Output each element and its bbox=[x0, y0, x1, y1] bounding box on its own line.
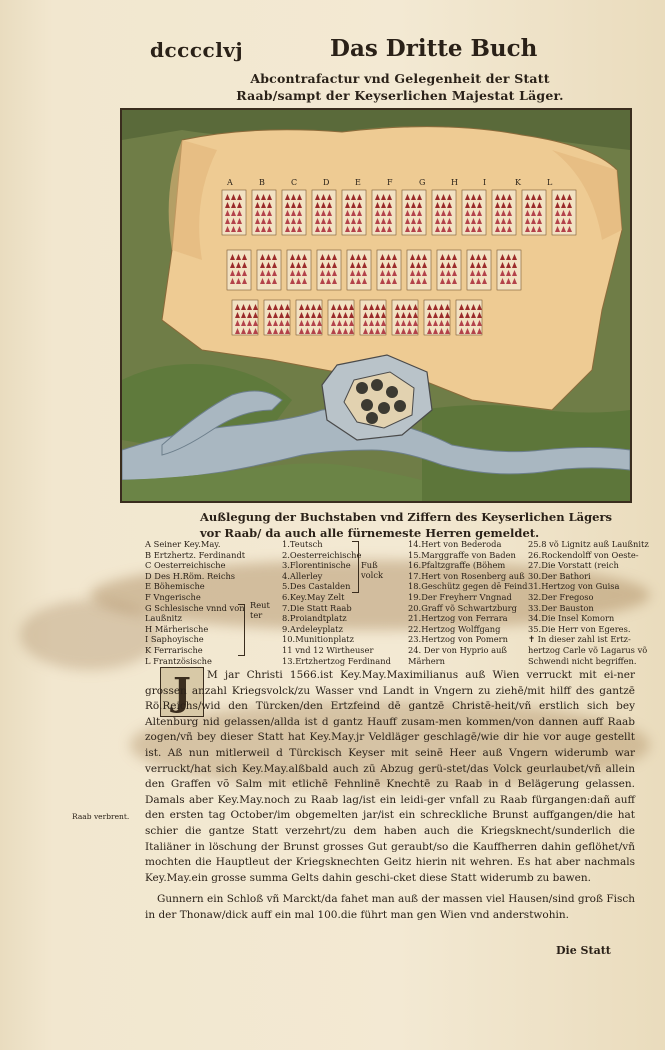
legend-entry: E Böhemische bbox=[145, 581, 205, 592]
legend-entry: 16.Pfaltzgraffe (Böhem bbox=[408, 560, 506, 571]
legend-entry: Schwendi nicht begriffen. bbox=[528, 655, 637, 666]
legend-entry: 33.Der Bauston bbox=[528, 602, 594, 613]
legend-entry: 5.Des Castalden bbox=[282, 581, 351, 592]
legend-lords-column bbox=[408, 539, 527, 666]
legend-entry: 27.Die Vorstatt (reich bbox=[528, 560, 619, 571]
tent-block bbox=[492, 190, 516, 235]
tent-block bbox=[342, 190, 366, 235]
legend-entry: Märhern bbox=[408, 655, 445, 666]
legend-entry: 26.Rockendolff von Oeste- bbox=[528, 549, 639, 560]
tent-block bbox=[257, 250, 281, 290]
decorated-initial: J bbox=[160, 667, 204, 717]
camp-letter-label: H bbox=[451, 178, 458, 187]
legend-cavalry-column bbox=[145, 539, 245, 666]
legend-entry: 34.Die Insel Komorn bbox=[528, 613, 615, 624]
legend-entry: I Saphoyische bbox=[145, 634, 204, 645]
legend-entry: 23.Hertzog von Pomern bbox=[408, 634, 508, 645]
camp-letter-label: D bbox=[323, 178, 330, 187]
legend-entry: 25.8 võ Lignitz auß Laußnitz bbox=[528, 539, 649, 549]
legend-entry: 17.Hert von Rosenberg auß bbox=[408, 570, 525, 581]
tent-block bbox=[227, 250, 251, 290]
town-tree bbox=[366, 412, 378, 424]
legend-entry: ✝ In dieser zahl ist Ertz- bbox=[528, 634, 631, 645]
tent-block bbox=[317, 250, 341, 290]
legend-entry: hertzog Carle võ Lagarus võ bbox=[528, 644, 648, 655]
plate-subtitle: Abcontrafactur vnd Gelegenheit der Statt Raab/sampt der Keyserlichen Majestat Läger. bbox=[236, 71, 564, 103]
tent-block bbox=[402, 190, 426, 235]
legend-entry: 2.Oesterreichische bbox=[282, 549, 362, 560]
tent-block bbox=[328, 300, 354, 335]
legend-entry: K Ferrarische bbox=[145, 644, 203, 655]
tent-block bbox=[392, 300, 418, 335]
camp-letter-label: I bbox=[483, 178, 487, 187]
tent-block bbox=[432, 190, 456, 235]
legend-bracket bbox=[238, 604, 245, 656]
legend-entry: 3.Florentinische bbox=[282, 560, 351, 571]
tent-block bbox=[296, 300, 322, 335]
legend-entry: Laußnitz bbox=[145, 613, 183, 624]
tent-block bbox=[462, 190, 486, 235]
tent-block bbox=[282, 190, 306, 235]
tent-block bbox=[222, 190, 246, 235]
legend-entry: 20.Graff võ Schwartzburg bbox=[408, 602, 517, 613]
legend-entry: 8.Proiandtplatz bbox=[282, 613, 347, 624]
legend-entry: 6.Key.May Zelt bbox=[282, 591, 345, 602]
camp-letter-label: C bbox=[291, 178, 298, 187]
tent-block bbox=[232, 300, 258, 335]
catchword: Die Statt bbox=[556, 944, 611, 957]
legend-entry: D Des H.Röm. Reichs bbox=[145, 570, 236, 581]
tent-block bbox=[264, 300, 290, 335]
tent-block bbox=[372, 190, 396, 235]
water-stain bbox=[20, 600, 160, 670]
legend-entry: F Vngerische bbox=[145, 591, 201, 602]
tent-block bbox=[424, 300, 450, 335]
legend-entry: 11 vnd 12 Wirtheuser bbox=[282, 644, 374, 655]
infantry-bracket-label: Fuß volck bbox=[361, 560, 384, 580]
tent-block bbox=[377, 250, 401, 290]
legend-entry: 21.Hertzog von Ferrara bbox=[408, 613, 508, 624]
legend-entry: H Märherische bbox=[145, 623, 209, 634]
legend-title: Außlegung der Buchstaben vnd Ziffern des Keyserlichen Lägers vor Raab/ da auch alle fürnemeste Herren gemeldet. bbox=[200, 510, 613, 540]
town-tree bbox=[371, 379, 383, 391]
paragraph: M jar Christi 1566.ist Key.May.Maximilianus auß Wien verruckt mit ei-ner grossen anzahl Kriegsvolck/zu Wasser vnd Landt in Vngern zu ziehē/mit hilff des gantzē Rö.Reichs/wid den Türcken/den Ertzfeind dē gantzē Christē-heit/vñ erstlich sich bey Altenburg nid gelassen/allda ist d gantz Hauff zusam-men kommen/von dannen auff Raab zogen/vñ bey dieser Statt hat Key.May.jr Veldläger geschlagē/wie dir hie vor auge gestellt ist. Aß nun mitlerweil d Türckisch Keyser mit seinē Heer auß Vngern widerumb war verruckt/hat sich Key.May.alßbald auch zū Abzug gerü-stet/das Volck geurlaubet/vñ allein den Graffen võ Salm mit etlichē Fehnlinē Knechtē zu Raab in d Belägerung gelassen. Damals aber Key.May.noch zu Raab lag/ist ein leidi-ger vnfall zu Raab fürgangen:dañ auff den ersten tag October/im obgemelten jar/ist ein schreckliche Brunst auffgangen/die hat schier die gantze Statt verzehrt/zu dem haben auch die Kriegsknecht/sunderlich die Italiäner in löschung der Brunst grosses Gut geraubt/so die Kauffherren dahin geflöhet/vñ mochten die Hauptleut der Kriegsknechten Geitz hierin nit wehren. Es hat aber nachmals Key.May.ein grosse summa Gelts dahin geschi-cket diese Statt widerumb zu bawen. bbox=[145, 669, 635, 884]
legend-entry: 31.Hertzog von Guisa bbox=[528, 581, 620, 592]
tent-block bbox=[552, 190, 576, 235]
legend-entry: 32.Der Fregoso bbox=[528, 591, 594, 602]
legend-entry: 10.Munitionplatz bbox=[282, 634, 354, 645]
town-tree bbox=[386, 386, 398, 398]
tent-block bbox=[312, 190, 336, 235]
town-tree bbox=[356, 382, 368, 394]
town-tree bbox=[394, 400, 406, 412]
camp-letter-label: K bbox=[515, 178, 521, 187]
page-number: dcccclvj bbox=[150, 38, 244, 62]
town-tree bbox=[361, 399, 373, 411]
camp-letter-label: B bbox=[259, 178, 265, 187]
cavalry-bracket-label: Reut ter bbox=[250, 600, 270, 620]
camp-letter-label: E bbox=[355, 178, 361, 187]
legend-entry: 22.Hertzog Wolffgang bbox=[408, 623, 501, 634]
siege-map bbox=[120, 108, 632, 503]
camp-letter-label: F bbox=[387, 178, 393, 187]
legend-entry: G Schlesische vnnd von bbox=[145, 602, 245, 613]
legend-entry: 35.Die Herr von Egeres. bbox=[528, 623, 631, 634]
paragraph: Gunnern ein Schloß vñ Marckt/da fahet man auß der massen viel Hausen/sind groß Fisch in der Thonaw/dick auff ein mal 100.die führt man gen Wien vnd anderstwohin. bbox=[145, 893, 635, 921]
tent-block bbox=[522, 190, 546, 235]
tent-block bbox=[252, 190, 276, 235]
tent-block bbox=[287, 250, 311, 290]
legend-entry: 7.Die Statt Raab bbox=[282, 602, 352, 613]
tent-block bbox=[437, 250, 461, 290]
book-title: Das Dritte Buch bbox=[330, 35, 538, 62]
legend-entry: 1.Teutsch bbox=[282, 539, 323, 549]
legend-entry: 15.Marggraffe von Baden bbox=[408, 549, 516, 560]
camp-letter-label: L bbox=[547, 178, 553, 187]
legend-entry: A Seiner Key.May. bbox=[145, 539, 221, 549]
legend-entry: 9.Ardeleyplatz bbox=[282, 623, 343, 634]
legend-lords-column-2 bbox=[528, 539, 649, 666]
margin-note: Raab verbrent. bbox=[72, 812, 130, 821]
tent-block bbox=[467, 250, 491, 290]
camp-letter-label: A bbox=[227, 178, 233, 187]
body-text bbox=[145, 668, 635, 924]
legend-entry: 30.Der Bathori bbox=[528, 570, 591, 581]
legend-bracket bbox=[352, 541, 359, 593]
tent-block bbox=[497, 250, 521, 290]
camp-letter-label: G bbox=[419, 178, 426, 187]
siege-map-drawing bbox=[122, 110, 630, 501]
tent-block bbox=[456, 300, 482, 335]
legend-entry: C Oesterreichische bbox=[145, 560, 226, 571]
town-tree bbox=[378, 402, 390, 414]
legend-entry: 4.Allerley bbox=[282, 570, 323, 581]
legend-entry: 13.Ertzhertzog Ferdinand bbox=[282, 655, 391, 666]
legend-entry: 18.Geschütz gegen dē Feind bbox=[408, 581, 528, 592]
tent-block bbox=[360, 300, 386, 335]
legend-entry: L Frantzösische bbox=[145, 655, 212, 666]
legend-entry: 24. Der von Hyprio auß bbox=[408, 644, 507, 655]
legend-entry: 19.Der Freyherr Vngnad bbox=[408, 591, 512, 602]
legend-positions-column bbox=[282, 539, 391, 666]
legend-entry: B Ertzhertz. Ferdinandt bbox=[145, 549, 246, 560]
tent-block bbox=[347, 250, 371, 290]
legend-entry: 14.Hert von Bederoda bbox=[408, 539, 502, 549]
tent-block bbox=[407, 250, 431, 290]
